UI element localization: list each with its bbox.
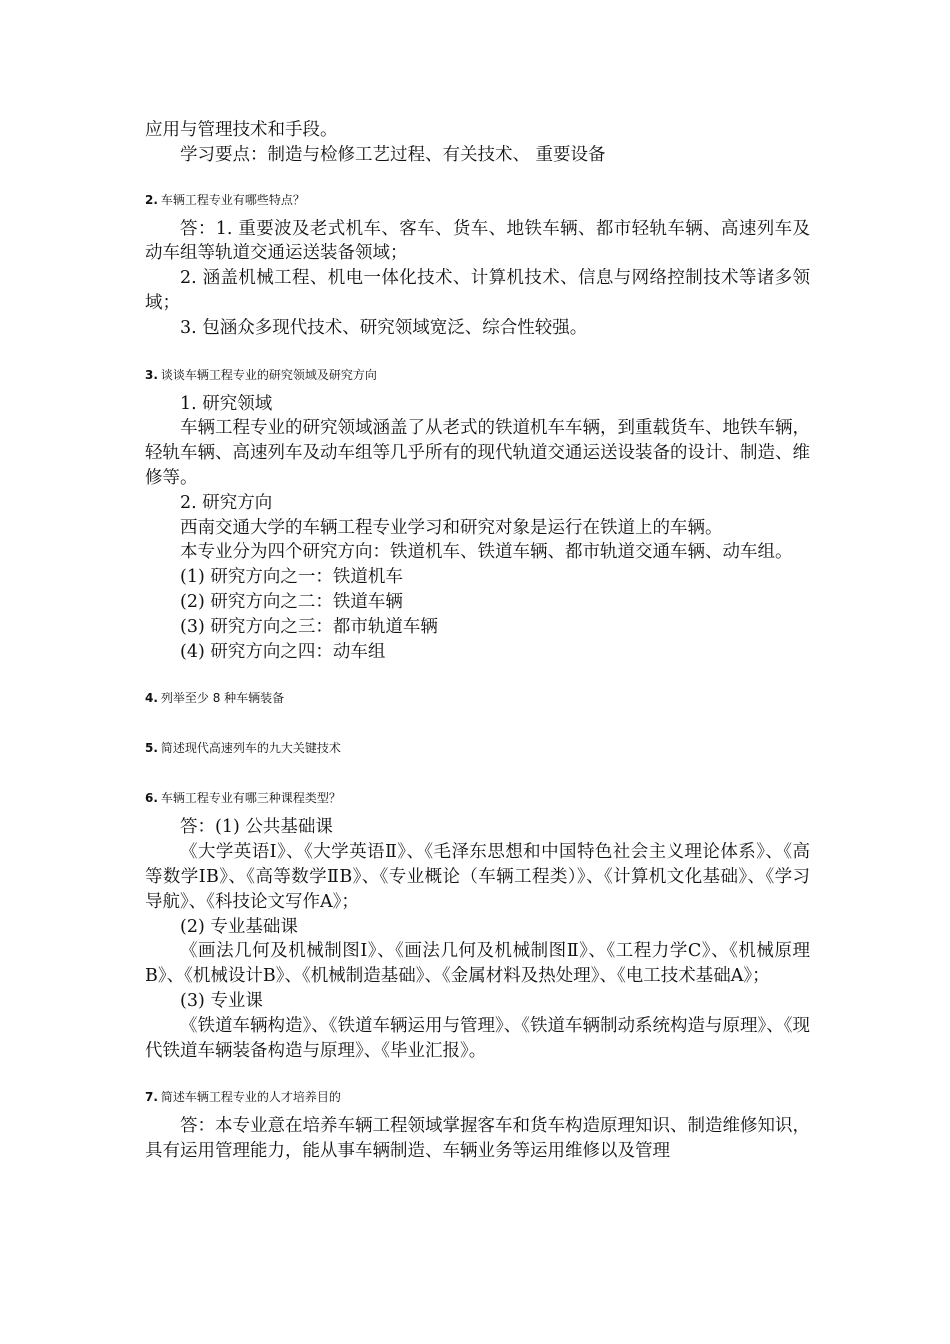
question-title: 谈谈车辆工程专业的研究领域及研究方向 <box>160 367 377 382</box>
question-number: 3. <box>145 367 158 382</box>
question-heading <box>145 1089 810 1105</box>
answer-paragraph: 《铁道车辆构造》、《铁道车辆运用与管理》、《铁道车辆制动系统构造与原理》、《现代铁道车辆装备构造与原理》、《毕业汇报》。 <box>145 1015 810 1061</box>
question-heading <box>145 192 810 208</box>
answer-paragraph: 答：(1) 公共基础课 <box>180 817 333 838</box>
intro-line: 应用与管理技术和手段。 <box>145 120 338 140</box>
answer-paragraph: 《大学英语Ⅰ》、《大学英语Ⅱ》、《毛泽东思想和中国特色社会主义理论体系》、《高等数学ⅠB》、《高等数学ⅡB》、《专业概论（车辆工程类）》、《计算机文化基础》、《学习导航》、《科技论文写作A》； <box>145 842 810 912</box>
question-heading <box>145 690 810 706</box>
answer-paragraph: (2) 研究方向之二：铁道车辆 <box>180 591 403 612</box>
answer-paragraph: 3. 包涵众多现代技术、研究领域宽泛、综合性较强。 <box>180 317 588 338</box>
answer-paragraph: 2. 涵盖机械工程、机电一体化技术、计算机技术、信息与网络控制技术等诸多领域； <box>145 268 810 313</box>
answer-paragraph: 1. 研究领域 <box>180 393 273 414</box>
question-number: 6. <box>145 791 158 806</box>
answer-paragraph: 答：本专业意在培养车辆工程领域掌握客车和货车构造原理知识、制造维修知识，具有运用管理能力，能从事车辆制造、车辆业务等运用维修以及管理 <box>145 1116 810 1162</box>
answer-paragraph: 车辆工程专业的研究领域涵盖了从老式的铁道机车车辆，到重载货车、地铁车辆，轻轨车辆、高速列车及动车组等几乎所有的现代轨道交通运送设装备的设计、制造、维修等。 <box>145 418 810 488</box>
answer-paragraph: (4) 研究方向之四：动车组 <box>180 641 386 662</box>
question-title: 简述现代高速列车的九大关键技术 <box>160 741 341 756</box>
learning-points: 学习要点：制造与检修工艺过程、有关技术、 重要设备 <box>180 144 606 165</box>
answer-paragraph: (1) 研究方向之一：铁道机车 <box>180 567 403 588</box>
answer-paragraph: 本专业分为四个研究方向：铁道机车、铁道车辆、都市轨道交通车辆、动车组。 <box>180 542 793 563</box>
document-page <box>145 118 810 1164</box>
question-heading <box>145 790 810 806</box>
question-heading <box>145 367 810 383</box>
question-title: 车辆工程专业有哪三种课程类型？ <box>160 791 341 806</box>
answer-paragraph: (3) 研究方向之三：都市轨道车辆 <box>180 616 438 637</box>
answer-paragraph: 2. 研究方向 <box>180 492 273 513</box>
question-heading <box>145 740 810 756</box>
answer-paragraph: 西南交通大学的车辆工程专业学习和研究对象是运行在铁道上的车辆。 <box>180 517 723 538</box>
question-number: 5. <box>145 741 158 756</box>
answer-paragraph: 《画法几何及机械制图Ⅰ》、《画法几何及机械制图Ⅱ》、《工程力学C》、《机械原理B》、《机械设计B》、《机械制造基础》、《金属材料及热处理》、《电工技术基础A》； <box>145 941 810 987</box>
question-number: 7. <box>145 1090 158 1105</box>
question-title: 简述车辆工程专业的人才培养目的 <box>160 1090 341 1105</box>
answer-paragraph: 答：1. 重要波及老式机车、客车、货车、地铁车辆、都市轻轨车辆、高速列车及动车组等轨道交通运送装备领域； <box>145 218 810 264</box>
question-title: 列举至少 8 种车辆装备 <box>160 691 285 706</box>
answer-paragraph: (3) 专业课 <box>180 990 263 1011</box>
answer-paragraph: (2) 专业基础课 <box>180 916 298 937</box>
question-number: 2. <box>145 192 158 207</box>
question-title: 车辆工程专业有哪些特点？ <box>160 192 305 207</box>
question-number: 4. <box>145 691 158 706</box>
